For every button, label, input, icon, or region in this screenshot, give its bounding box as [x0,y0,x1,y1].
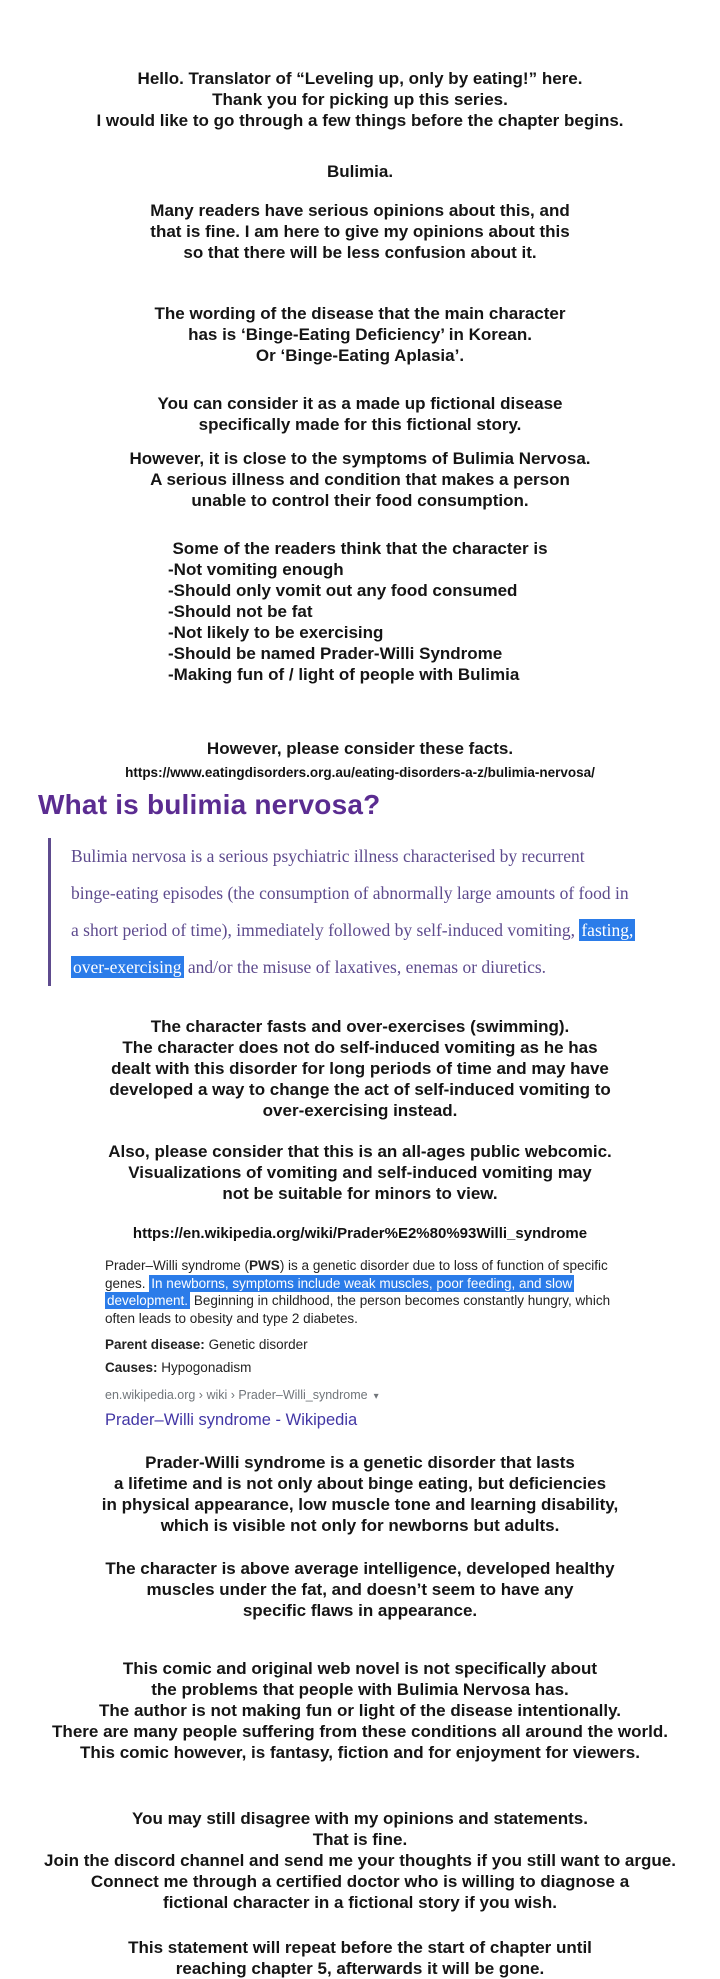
parent-disease-row [105,1336,720,1353]
fictional-disease-paragraph: You can consider it as a made up fictional disease specifically made for this fictional story. [157,394,563,434]
snippet-text: Beginning in childhood, the person becomes constantly hungry, which [190,1293,611,1308]
comic-intent-paragraph: This comic and original web novel is not specifically about the problems that people with Bulimia Nervosa has. The author is not making fun or light of the disease intentionally. There are many people suffering from these conditions all around the world. This comic however, is fantasy, fiction and for enjoyment for viewers. [52,1659,668,1762]
opinions-paragraph: Many readers have serious opinions about this, and that is fine. I am here to give my opinions about this so that there will be less confusion about it. [150,201,570,262]
wikipedia-result-link: Prader–Willi syndrome - Wikipedia [105,1411,358,1429]
snippet-text: often leads to obesity and type 2 diabetes. [105,1310,358,1326]
quote-text: binge-eating episodes (the consumption of abnormally large amounts of food in [71,883,629,903]
quote-text: Bulimia nervosa is a serious psychiatric illness characterised by recurrent [71,846,585,866]
eatingdisorders-source-url: https://www.eatingdisorders.org.au/eating-disorders-a-z/bulimia-nervosa/ [125,765,595,780]
snippet-text: genes. [105,1275,150,1291]
character-behavior-paragraph: The character fasts and over-exercises (swimming). The character does not do self-induced vomiting as he has dealt with this disorder for long periods of time and may have developed a way to change the act of self-induced vomiting to over-exercising instead. [109,1017,611,1120]
parent-disease-label: Parent disease: [105,1337,205,1352]
chevron-down-icon: ▾ [373,1391,379,1402]
disagree-paragraph: You may still disagree with my opinions and statements. That is fine. Join the discord channel and send me your thoughts if you still want to argue. Connect me through a certified doctor who is willing to diagnose a fictional character in a fictional story if you wish. [44,1809,676,1912]
snippet-text: ) is a genetic disorder due to loss of function of specific [279,1258,608,1273]
pws-explanation-paragraph: Prader-Willi syndrome is a genetic disorder that lasts a lifetime and is not only about binge eating, but deficiencies in physical appearance, low muscle tone and learning disability, which is visible not only for newborns but adults. [101,1453,619,1535]
snippet-text: Prader–Willi syndrome ( [105,1258,250,1273]
causes-label: Causes: [105,1360,158,1375]
quote-text: and/or the misuse of laxatives, enemas or diuretics. [183,957,547,977]
readers-think-intro: Some of the readers think that the character is [172,539,548,558]
wikipedia-source-url: https://en.wikipedia.org/wiki/Prader%E2%80%93Willi_syndrome [132,1225,588,1242]
highlighted-text-development: development. [107,1293,189,1308]
highlighted-text-over-exercising: over-exercising [73,957,182,977]
repeat-notice-paragraph: This statement will repeat before the start of chapter until reaching chapter 5, afterwards it will be gone. [128,1938,592,1978]
causes-row [105,1359,720,1376]
breadcrumb [105,1388,720,1404]
breadcrumb-path: en.wikipedia.org › wiki › Prader–Willi_syndrome [105,1388,368,1402]
topic-title: Bulimia. [326,162,394,181]
quote-text: a short period of time), immediately followed by self-induced vomiting, [71,920,580,940]
bulimia-definition-quote [48,838,678,986]
pws-abbreviation: PWS [249,1258,280,1273]
highlighted-text-fasting: fasting, [581,920,634,940]
character-traits-paragraph: The character is above average intelligence, developed healthy muscles under the fat, and doesn’t seem to have any specific flaws in appearance. [105,1559,615,1620]
readers-opinions-list: -Not vomiting enough -Should only vomit out any food consumed -Should not be fat -Not likely to be exercising -Should be named Prader-Willi Syndrome -Making fun of / light of people with Bulimia [168,560,520,684]
highlighted-text-newborn-symptoms: In newborns, symptoms include weak muscles, poor feeding, and slow [151,1275,573,1291]
article-heading: What is bulimia nervosa? [38,789,381,820]
wording-paragraph: The wording of the disease that the main character has is ‘Binge-Eating Deficiency’ in Korean. Or ‘Binge-Eating Aplasia’. [154,304,566,365]
all-ages-paragraph: Also, please consider that this is an all-ages public webcomic. Visualizations of vomiting and self-induced vomiting may not be suitable for minors to view. [108,1142,612,1203]
intro-greeting-paragraph: Hello. Translator of “Leveling up, only by eating!” here. Thank you for picking up this series. I would like to go through a few things before the chapter begins. [96,69,624,130]
causes-value: Hypogonadism [157,1360,252,1375]
bulimia-symptoms-paragraph: However, it is close to the symptoms of Bulimia Nervosa. A serious illness and condition that makes a person unable to control their food consumption. [129,449,591,510]
wikipedia-snippet [105,1257,620,1327]
parent-disease-value: Genetic disorder [204,1337,308,1352]
consider-facts-line: However, please consider these facts. [206,739,514,758]
